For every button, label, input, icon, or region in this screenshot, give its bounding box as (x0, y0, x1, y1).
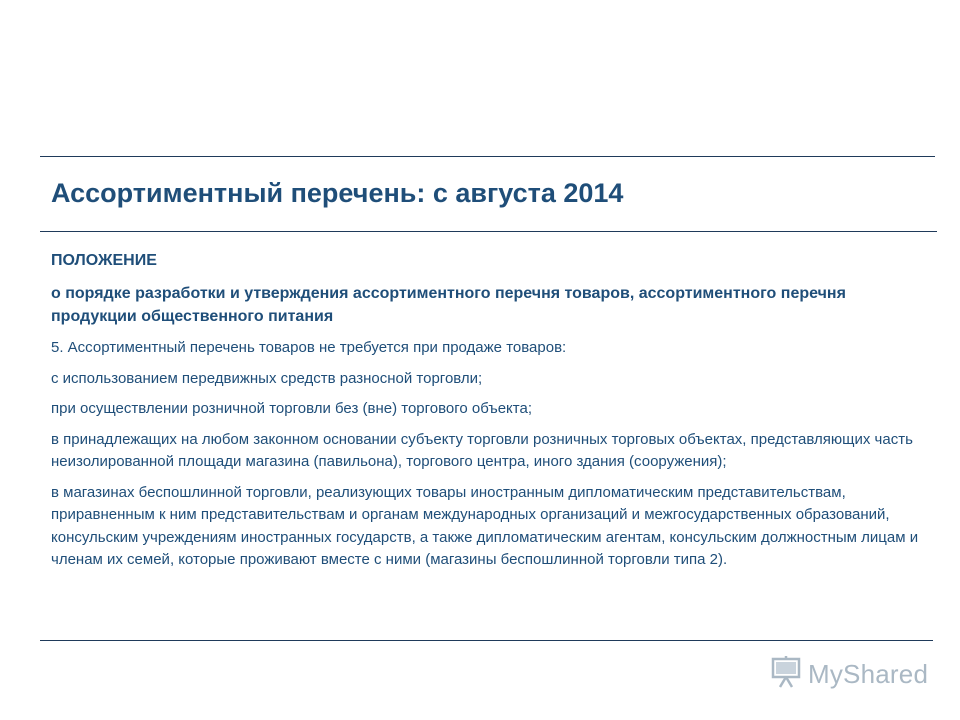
bottom-divider (40, 640, 933, 641)
paragraph-1: 5. Ассортиментный перечень товаров не требуется при продаже товаров: (51, 339, 567, 356)
paragraph-3: при осуществлении розничной торговли без (вне) торгового объекта; (51, 400, 532, 417)
paragraph-2: с использованием передвижных средств разносной торговли; (51, 369, 483, 387)
paragraph-5: в магазинах беспошлинной торговли, реализующих товары иностранным дипломатическим представительствам, приравненным к ним представительствам и органам международных организаций и межгосударственных образований, консульским учреждениям иностранных государств, а также дипломатическим агентам, консульским должностным лицам и членам их семей, которые проживают вместе с ними (магазины беспошлинной торговли типа 2). (51, 483, 919, 568)
document-subheading: о порядке разработки и утверждения ассортиментного перечня товаров, ассортиментного перечня продукции общественного питания (51, 285, 846, 325)
watermark-text: MyShared (808, 658, 929, 689)
document-heading: ПОЛОЖЕНИЕ (51, 252, 157, 269)
slide-body (51, 252, 921, 580)
watermark-logo (770, 656, 928, 692)
slide-title: Ассортиментный перечень: с августа 2014 (51, 178, 624, 208)
title-divider (40, 231, 937, 232)
top-divider (40, 156, 935, 157)
paragraph-4: в принадлежащих на любом законном основании субъекту торговли розничных торговых объектах, представляющих часть неизолированной площади магазина (павильона), торгового центра, иного здания (сооружения); (51, 430, 913, 470)
slideshow-screen-icon (770, 655, 802, 694)
